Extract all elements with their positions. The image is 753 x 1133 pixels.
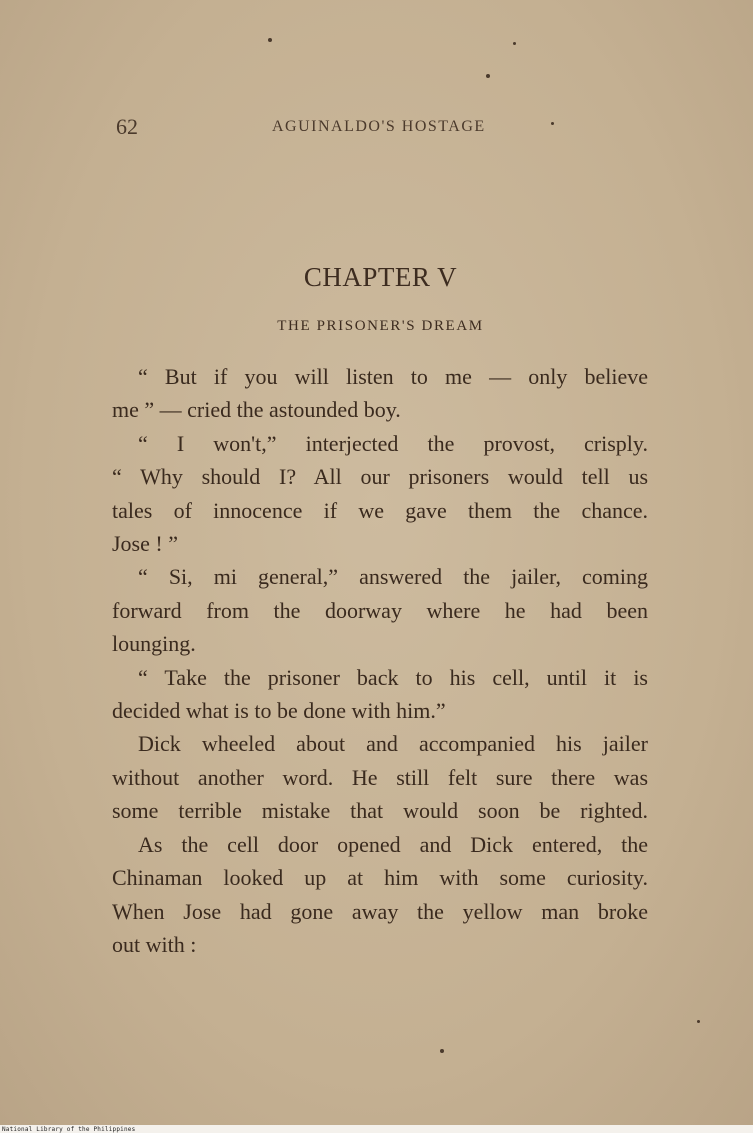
paper-speck: [697, 1020, 700, 1023]
paper-speck: [440, 1049, 444, 1053]
text-line: “ But if you will listen to me — only believe: [138, 364, 648, 389]
scan-credit: National Library of the Philippines: [2, 1126, 136, 1133]
page-header: [0, 114, 753, 138]
running-head: AGUINALDO'S HOSTAGE: [272, 118, 486, 135]
paper-speck: [268, 38, 272, 42]
body-text: [112, 360, 648, 961]
text-line: Jose ! ”: [112, 531, 178, 557]
text-line: out with :: [112, 931, 197, 957]
text-line: “ Why should I? All our prisoners would tell us: [112, 464, 648, 490]
text-line: Dick wheeled about and accompanied his jailer: [138, 731, 648, 757]
chapter-subtitle: THE PRISONER'S DREAM: [277, 318, 484, 334]
page-number: 62: [116, 114, 138, 139]
text-line: tales of innocence if we gave them the chance.: [112, 497, 648, 523]
text-line: “ Si, mi general,” answered the jailer, coming: [138, 564, 648, 590]
paper-speck: [486, 74, 490, 78]
text-line: “ Take the prisoner back to his cell, until it is: [138, 664, 648, 690]
text-line: Chinaman looked up at him with some curiosity.: [112, 865, 648, 891]
text-line: decided what is to be done with him.”: [112, 698, 446, 724]
text-line: forward from the doorway where he had been: [112, 597, 648, 623]
text-line: some terrible mistake that would soon be righted.: [112, 798, 648, 824]
chapter-title: CHAPTER V: [303, 262, 458, 292]
text-line: lounging.: [112, 631, 196, 657]
text-line: As the cell door opened and Dick entered, the: [138, 831, 648, 857]
text-line: When Jose had gone away the yellow man broke: [112, 898, 648, 924]
paper-speck: [513, 42, 516, 45]
text-line: without another word. He still felt sure there was: [112, 764, 648, 790]
text-line: me ” — cried the astounded boy.: [112, 397, 401, 423]
text-line: “ I won't,” interjected the provost, crisply.: [138, 430, 648, 456]
